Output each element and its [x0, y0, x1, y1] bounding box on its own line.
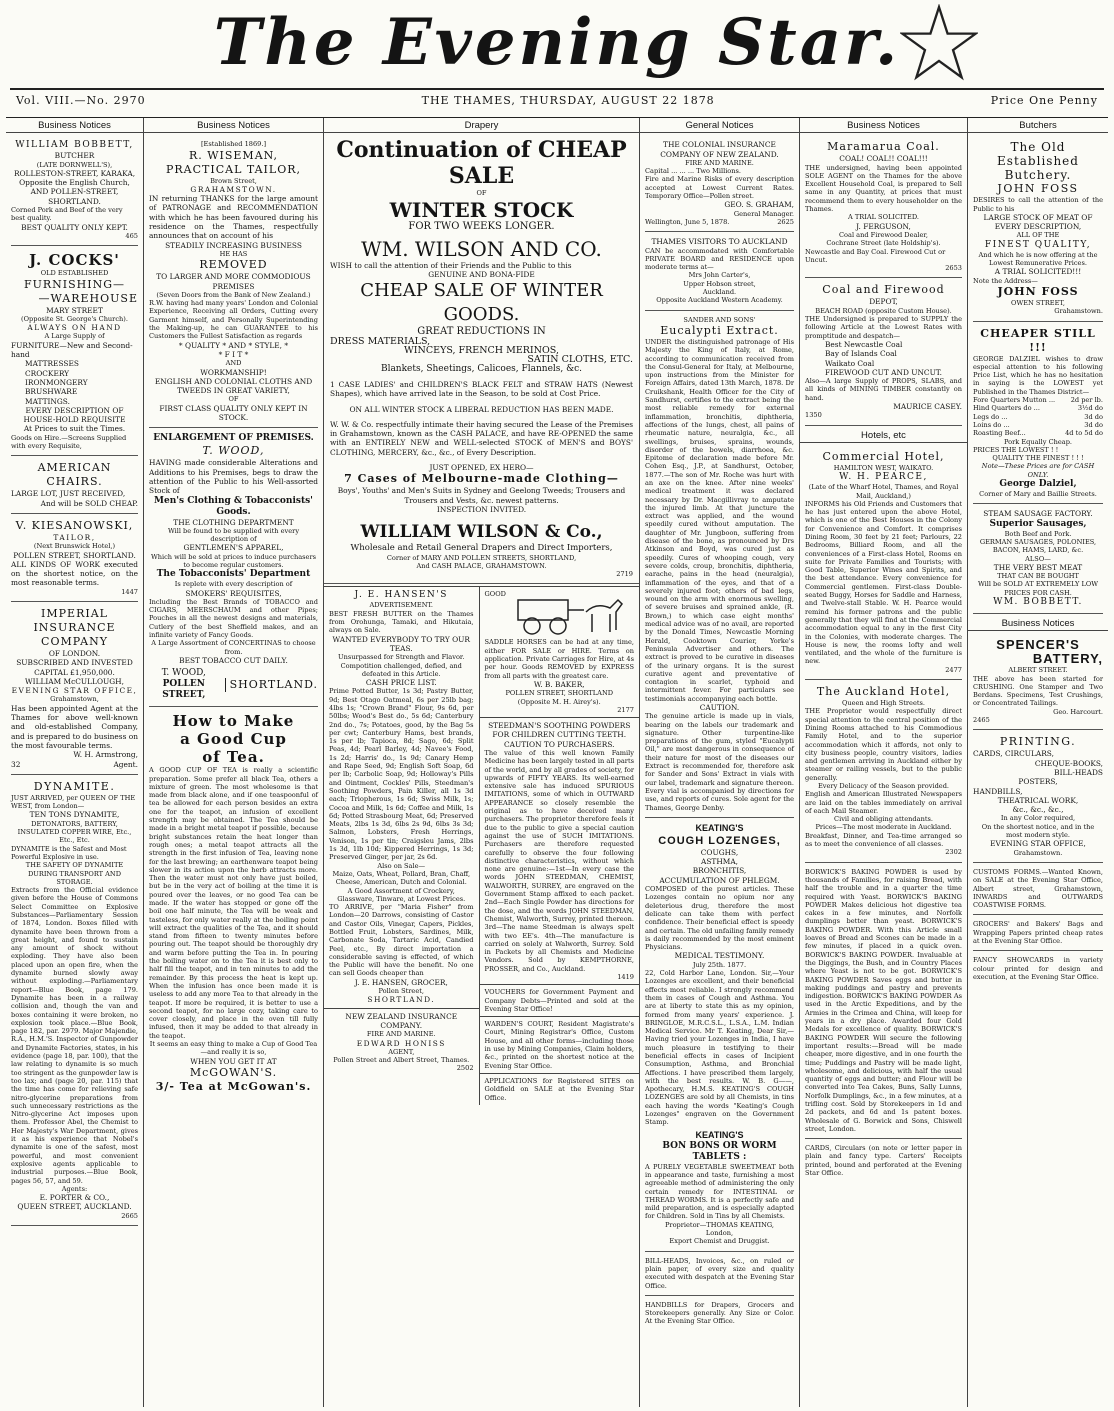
price-item: Loins do ... — [973, 420, 1010, 429]
star-emblem-icon — [900, 4, 978, 82]
ad-printing: PRINTING. CARDS, CIRCULARS, CHEQUE-BOOKS, BILL-HEADS POSTERS, HANDBILLS, THEATRICAL WORK, &c., &c., &c., In any Color required, On the shortest notice, and in the most modern style. EVENING STAR OFFICE, Grahamstown. — [973, 732, 1103, 863]
ad-customs-forms: CUSTOMS FORMS.—Wanted Known, on SALE at the Evening Star Office, Albert street, Grahamstown, INWARDS and OUTWARDS COASTWISE FORMS. — [973, 865, 1103, 915]
ad-cocks: J. COCKS' OLD ESTABLISHED FURNISHING— —WAREHOUSE MARY STREET (Opposite St. George's Church). ALWAYS ON HAND A Large Supply of FURNITURE—New and Second-hand MATTRESSES CROCKERY IRONMONGERY BRUSHWARE MATTINGS. EVERY DESCRIPTION OF HOUSE-HOLD REQUISITE At Prices to suit the Times. Goods on Hire.—Screens Supplied with every Requisite, — [11, 248, 138, 456]
ad-colonial-insurance: THE COLONIAL INSURANCE COMPANY OF NEW ZEALAND. FIRE AND MARINE. Capital ... ... ... Two Millions. Fire and Marine Risks of every description accepted at Lowest Current Rates. Temporary Office—Pollen street. GEO. S. GRAHAM, General Manager. Wellington, June 5, 1878. 2625 — [645, 137, 794, 232]
section-heading-business: Business Notices — [968, 616, 1108, 631]
ad-foss: The Old Established Butchery. JOHN FOSS DESIRES to call the attention of the Public to his LARGE STOCK OF MEAT OF EVERY DESCRIPTION, ALL OF THE FINEST QUALITY, And which he is now offering at the Lowest Remunerative Prices. A TRIAL SOLICITED!!! Note the Address— JOHN FOSS OWEN STREET, Grahamstown. — [973, 137, 1103, 321]
ad-spencer: SPENCER'S BATTERY, ALBERT STREET. THE above has been started for CRUSHING. One Stamper and Two Berdans. Specimens, Test Crushings, or Concentrated Tailings. Geo. Harcourt. 2465 — [973, 635, 1103, 730]
column-2 — [144, 118, 324, 1407]
ad-wiseman: [Established 1869.] R. WISEMAN, PRACTICAL TAILOR, Brown Street, GRAHAMSTOWN. IN returning THANKS for the large amount of PATRONAGE and RECOMMENDATION with which he has been favoured during his residence on the Thames, respectfully announces that on account of his STEADILY INCREASING BUSINESS HE HAS REMOVED TO LARGER AND MORE COMMODIOUS PREMISES (Seven Doors from the Bank of New Zealand.) R.W. having had many years' London and Colonial Experience, Receiving all Orders, Cutting every Garment himself, and Personally Superintending the Making-up, he can GUARANTEE to his Customers the Fullest Satisfaction as regards * QUALITY * AND * STYLE, * * F I T * AND WORKMANSHIP! ENGLISH AND COLONIAL CLOTHS AND TWEEDS IN GREAT VARIETY, OF FIRST CLASS QUALITY ONLY KEPT IN STOCK. — [149, 137, 318, 428]
newspaper-title: The Evening Star. — [213, 5, 901, 80]
price-item: Roasting Beef... — [973, 429, 1026, 438]
section-heading: General Notices — [640, 118, 799, 133]
price-row — [973, 421, 1103, 429]
ad-keating: KEATING'S COUGH LOZENGES, COUGHS, ASTHMA, BRONCHITIS, ACCUMULATION OF PHLEGM. COMPOSED of the purest articles. These Lozenges contain no opium nor any deleterious drug, therefore the most delicate can take them with perfect confidence. Their beneficial effect is speedy and certain. The old unfailing family remedy is daily recommended by the most eminent Physicians. MEDICAL TESTIMONY. July 25th. 1877. 22, Cold Harbor Lane, London. Sir,—Your Lozenges are excellent, and their beneficial effects most reliable. I strongly recommend them in cases of Cough and Asthma. You are at liberty to state this as my opinion, formed from many years' experience. J. BRINGLOE, M.R.C.S.L., L.S.A., L.M. Indian Medical Service. Mr T. Keating, Dear Sir,—Having tried your Lozenges in India, I have much pleasure in testifying to their beneficial effects in cases of Incipient Consumption, Asthma, and Bronchial Affections. I have prescribed them largely, with the best results. W. B. G——, Apothecary, H.M.S. KEATING'S COUGH LOZENGES are sold by all Chemists, in tins each having the words "Keating's Cough Lozenges" engraven on the Government Stamp. KEATING'S BON BONS OR WORM TABLETS : A PURELY VEGETABLE SWEETMEAT both in appearance and taste, furnishing a most agreeable method of administering the only certain remedy for INTESTINAL or THREAD WORMS. It is a perfectly safe and mild preparation, and is especially adapted for Children. Sold in Tins by all Chemists. Proprietor—THOMAS KEATING, London, Export Chemist and Druggist. — [645, 820, 794, 1252]
dateline — [6, 90, 1108, 110]
ad-commercial-hotel: Commercial Hotel, HAMILTON WEST, WAIKATO. W. H. PEARCE, (Late of the Wharf Hotel, Thames, and Royal Mail, Auckland,) INFORMS his Old Friends and Customers that he has just entered upon the above Hotel, which is one of the Best Houses in the Colony for Convenience and Comfort. It comprises Dining Room, 30 feet by 21 feet; Parlours, 22 Bedrooms, Billiard Room, and all the conveniences of a First-class Hotel, Rooms en suite for Private Families and Tourists; with Good Table, Superior Wines and Spirits, and the best attendance. Every convenience for Commercial gentlemen. First-class Double-seated Buggy, Horses for Saddle and Harness, and Twelve-stall Stable. W. H. Pearce would remind his former patrons and the public generally that they will find at the Commercial accommodation equal to any in the first City in the Colonies, with moderate charges. The House is new, the rooms lofty and well ventilated, and the whole of the furniture is new. 2477 — [805, 447, 962, 680]
section-heading: Business Notices — [144, 118, 323, 133]
volume-number: Vol. VIII.—No. 2970 — [16, 94, 146, 107]
ad-handbills: HANDBILLS for Drapers, Grocers and Storekeepers generally. Any Size or Color. At the Evening Star Office. — [645, 1300, 794, 1326]
ad-auckland-hotel: The Auckland Hotel, Queen and High Streets. THE Proprietor would respectfully direct special attention to the central position of the Dining Rooms attached to his Commodious Family Hotel, and to the superior accommodation which it affords, not only to city business people, country visitors, ladies and gentlemen arriving in Auckland either by steamer or railing vessels, but to the public generally. Every Delicacy of the Season provided. English and American Illustrated Newspapers are laid on the tables immediately on arrival of each Mail Steamer. Civil and obliging attendants. Prices—The most moderate in Auckland. Breakfast, Dinner, and Tea-time arranged so as to meet the convenience of all classes. 2302 — [805, 682, 962, 863]
ad-imperial-insurance: IMPERIAL INSURANCE COMPANY OF LONDON. SUBSCRIBED AND INVESTED CAPITAL £1,950,000. WILLIAM McCULLOUGH, EVENING STAR OFFICE, Grahamstown, Has been appointed Agent at the Thames for above well-known and old-established Company, and is prepared to do business on the most favourable terms. W. H. Armstrong, 32 Agent. — [11, 604, 138, 775]
ad-borwick: BORWICK'S BAKING POWDER is used by thousands of Families, for raising Bread, with half the trouble and in a quarter the time required with Yeast. BORWICK'S BAKING POWDER Makes delicious hot digestive tea cakes in a few minutes, and Norfolk dumplings better than yeast. BORWICK'S BAKING POWDER. With this Article small loaves of Bread and Scones can be made in a few minutes, if placed in a quick oven. BORWICK'S BAKING POWDER. Invaluable at the Diggings, the Bush, and in Country Places where Yeast is not to be got. BORWICK'S BAKING POWDER Saves eggs and butter in making puddings and pastry and prevents indigestion. BORWICK'S BAKING POWDER As used in the Arctic Expeditions, and by the Armies in the Crimea and China, will keep for years in a dry place. Awarded four Gold Medals for excellence of quality. BORWICK'S BAKING POWDER Will secure the following important results:—Bread will be made cheaper, more digestive, and in one fourth the time; Puddings and Pastry will be made light, wholesome, and delicious, with half the usual quantity of eggs and butter; and Flour will be converted into Tea Cakes, Buns, Sally Lunns, Norfolk Dumplings, &c., in a few minutes, at a trifling cost. Sold by Storekeepers in 1d and 2d packets, and 6d and 1s patent boxes. Wholesale of G. Borwick and Sons, Chiswell street, London. — [805, 865, 962, 1140]
ad-visitors: THAMES VISITORS TO AUCKLAND CAN be accommodated with Comfortable PRIVATE BOARD and RESIDENCE upon moderate terms at— Mrs John Carter's, Upper Hobson street, Auckland. Opposite Auckland Western Academy. — [645, 234, 794, 310]
ad-eucalypti: SANDER AND SONS' Eucalypti Extract. UNDER the distinguished patronage of His Majesty the King of Italy, at Rome, according to communication received from the Consul-General for Italy, at Melbourne, upon instructions from the Minister for Foreign Affairs, dated 13th March, 1878. Dr Cruikshank, Health Officer for the City of Sandhurst, certifies to the extract being the most reliable remedy for external inflammation, bronchitis, diphtheria, affections of the lungs, chest, all pains of rheumatic nature, neuralgia, &c., all swellings, bruises, sprains, wounds, disorder of the bowels, diarrhoea, &c. Epitome of declaration made before Mr. Cohen Esq., J.P., at Sandhurst, October, 1877.—The son of Mr. Roche was hurt with an axe on the knee. After nine weeks' medical treatment it was declared necessary by Dr. Macgillivray to amputate the injured limb. At that juncture the extract was applied, and the wound speedily cured without amputation. The daughter of Mr. Jungboon, suffering from disease of the bone, as pronounced by Drs Atkinson and Boyd, was cured just as speedily. Cures of whooping cough, very severe colds, croup, bronchitis, diphtheria, earache, pains in the head (neuralgia), inflammation of the eyes, and that of a severely injured foot; others of bad legs, wound on the arm with enormous swelling, of severe bruises and sprained ankle, (R. Brown,) to which case eight months' medical advice was of no avail, are reported by the Donald Times, Newcastle Morning Herald, Cooktown Courier, Yorke's Peninsula Advertiser and others. The extract is proved to be curative in diseases of the urinary organs. It is the surest curative agent and preventative of contagion in scarlet, typhoid and intermittent fever. For particulars see testimonials accompanying each bottle. CAUTION. The genuine article is made up in vials, bearing on the labels our trademark and signature. Other turpentine-like preparations of the gum, styled "Eucalypti Oil," are most dangerous in consequence of their nature for most of the diseases our Extract is recommended for, therefore ask for Sander and Sons' Extract in vials with our label, trademark and signature thereon. Every vial is accompanied by directions for use, and reports of cures. Sole agent for the Thames, George Denby. — [645, 313, 794, 818]
column-3 — [324, 118, 640, 1407]
issue-date: THE THAMES, THURSDAY, AUGUST 22 1878 — [421, 94, 715, 107]
ad-wilson: Continuation of CHEAP SALE OF WINTER STOCK FOR TWO WEEKS LONGER. WM. WILSON AND CO. WISH to call the attention of their Friends and the Public to this GENUINE AND BONA-FIDE CHEAP SALE OF WINTER GOODS. GREAT REDUCTIONS IN DRESS MATERIALS, WINCEYS, FRENCH MERINOS, SATIN CLOTHS, ETC. Blankets, Sheetings, Calicoes, Flannels, &c. 1 CASE LADIES' and CHILDREN'S BLACK FELT and STRAW HATS (Newest Shapes), which have arrived late in the Season, to be sold at Cost Price. ON ALL WINTER STOCK A LIBERAL REDUCTION HAS BEEN MADE. W. W. & Co. respectfully intimate their having secured the Lease of the Premises in Grahamstown, known as the CASH PALACE, and have RE-OPENED the same with an ENTIRELY NEW and WELL-selected STOCK of MEN'S and BOYS' CLOTHING, MERCERY, &c., &c., of Every Description. JUST OPENED, EX HERO— 7 Cases of Melbourne-made Clothing— Boys', Youths' and Men's Suits in Sydney and Geelong Tweeds; Trousers and Trousers and Vests, &c. newest patterns. INSPECTION INVITED. WILLIAM WILSON & Co., Wholesale and Retail General Drapers and Direct Importers, Corner of MARY AND POLLEN STREETS, SHORTLAND, And CASH PALACE, GRAHAMSTOWN. 2719 — [324, 137, 639, 584]
ad-showcards: FANCY SHOWCARDS in variety colour printed for design and execution, at the Evening Star Office. — [973, 956, 1103, 981]
price: Price One Penny — [990, 94, 1098, 107]
price-list — [973, 396, 1103, 437]
ad-wood: ENLARGEMENT OF PREMISES. T. WOOD, HAVING made considerable Alterations and Additions to his Premises, begs to draw the attention of the Public to his Well-assorted Stock of Men's Clothing & Tobacconists' Goods. THE CLOTHING DEPARTMENT Will be found to be supplied with every description of GENTLEMEN'S APPAREL, Which will be sold at prices to induce purchasers to become regular customers. The Tobacconists' Department Is replete with every description of SMOKERS' REQUISITES, Including the Best Brands of TOBACCO and CIGARS, MEERSCHAUM and other Pipes; Pouches in all the newest designs and materials, Cutlery of the best Sheffield makes, and an infinite variety of Fancy Goods. A Large Assortment of CONCERTINAS to choose from. BEST TOBACCO CUT DAILY. T. WOOD, POLLEN STREET, SHORTLAND. — [149, 430, 318, 707]
ad-dynamite: DYNAMITE. JUST ARRIVED, per QUEEN OF THE WEST, from London— TEN TONS DYNAMITE, DETONATORS, BATTERY, INSULATED COPPER WIRE, Etc., Etc., Etc. DYNAMITE is the Safest and Most Powerful Explosive in use. THE SAFETY OF DYNAMITE DURING TRANSPORT AND STORAGE. Extracts from the Official evidence given before the House of Commons Select Committee on Explosive Substances—Parliamentary Session of 1874, London. Boxes filled with dynamite have been thrown from a great height, and found to sustain any amount of shock without exploding. They have also been placed upon an open fire, when the dynamite burned slowly away without exploding.—Parliamentary report—Blue Book, page 179. Dynamite has been in a railway collision and, though the van and boxes containing it were broken, no explosion took place.—Blue Book, page 182, par. 2979. Major Majendie, R.A., H.M.'S. Inspector of Gunpowder and Dynamite Factories, states, in his evidence (page 18, par. 100), that the law relating to dynamite is so much too stringent as the gunpowder law is too lax; and (page 20, par. 115) that the time has come for relieving safe nitro-glycerine preparations from such unnecessary restrictions as the Nitro-glycerine Act imposes upon them. Professor Abel, the Chemist to Her Majesty's War Department, gives it as his experience that Nobel's dynamite is one of the safest, most powerful, and most convenient explosive agents applicable to industrial purposes.—Blue Book, pages 56, 57, and 59. Agents: E. PORTER & CO., QUEEN STREET, AUCKLAND. 2665 — [11, 777, 138, 1226]
section-heading: Drapery — [324, 118, 639, 133]
ad-baker: GOOD SADDLE HORSES can be had at any time, either FOR SALE or HIRE. Terms on application. Private Carriages for Hire, at 4s per hour. Goods REMOVED by EXPRESS from all parts with the greatest care. W. B. BAKER, POLLEN STREET, SHORTLAND (Opposite M. H. Airey's). 2177 STEEDMAN'S SOOTHING POWDERS FOR CHILDREN CUTTING TEETH. CAUTION TO PURCHASERS. The value of this well known Family Medicine has been largely tested in all parts of the world, and by all grades of society, for upwards of FIFTY YEARS. Its well-earned extensive sale has induced SPURIOUS IMITATIONS, some of which in OUTWARD APPEARANCE so closely resemble the original as to have deceived many purchasers. The proprietor therefore feels it due to the public to give a special caution against the use of SUCH IMITATIONS. Purchasers are therefore requested carefully to observe the four following distinctive characteristics, without which none are genuine:—1st—In every case the words JOHN STEEDMAN, CHEMIST, WALWORTH, SURREY, are engraved on the Government Stamp affixed to each packet. 2nd—Each Single Powder has directions for the dose, and the words JOHN STEEDMAN, Chemist, Walworth, Surrey, printed thereon. 3rd—The name Steedman is always spelt with two EE's. 4th—The manufacture is carried on solely at Walworth, Surrey. Sold in Packets by all Chemists and Medicine Vendors. Sold by KEMPTHORNE, PROSSER, and Co., Auckland. 1419 VOUCHERS for Government Payment and Company Debts—Printed and sold at the Evening Star Office! WARDEN'S COURT, Resident Magistrate's Court, Mining Registrar's Office, Custom House, and all other forms—including those in use by Mining Companies, Claim holders, &c., printed on the shortest notice at the Evening Star Office. APPLICATIONS for Registered SITES on Goldfield on SALE at the Evening Star Office. — [480, 587, 639, 1104]
ad-grocers-bags: GROCERS' and Bakers' Bags and Wrapping Papers printed cheap rates at the Evening Star Office. — [973, 917, 1103, 951]
section-heading: Butchers — [968, 118, 1108, 133]
price-value: 3½d do — [1077, 404, 1103, 413]
ad-casey: Coal and Firewood DEPOT, BEACH ROAD (opposite Custom House). THE Undersigned is prepared to SUPPLY the following Article at the Lowest Rates with promptitude and despatch— Best Newcastle Coal Bay of Islands Coal Waikato Coal FIREWOOD CUT AND UNCUT. Also—A large Supply of PROPS, SLABS, and all kinds of MINING TIMBER constantly on hand. MAURICE CASEY. 1350 — [805, 280, 962, 425]
ad-kiesanowski: V. KIESANOWSKI, TAILOR, (Next Brunswick Hotel,) POLLEN STREET, SHORTLAND. ALL KINDS OF WORK executed on the shortest notice, on the most reasonable terms. 1447 — [11, 516, 138, 602]
ad-chairs: AMERICAN CHAIRS. LARGE LOT, JUST RECEIVED, And will be SOLD CHEAP. — [11, 458, 138, 514]
price-row — [973, 413, 1103, 421]
price-value: 2d per lb. — [1070, 396, 1103, 405]
price-row — [973, 429, 1103, 437]
column-5 — [800, 118, 968, 1407]
ad-sausage-factory: STEAM SAUSAGE FACTORY. Superior Sausages, Both Beef and Pork. GERMAN SAUSAGES, POLONIES, BACON, HAMS, LARD, &c. ALSO— THE VERY BEST MEAT THAT CAN BE BOUGHT Will be SOLD AT EXTREMELY LOW PRICES FOR CASH. WM. BOBBETT. — [973, 506, 1103, 614]
column-6 — [968, 118, 1108, 1407]
columns — [6, 117, 1108, 1407]
price-item: Hind Quarters do ... — [973, 404, 1040, 413]
column-1 — [6, 118, 144, 1407]
price-value: 3d do — [1084, 420, 1103, 429]
ad-hansen: J. E. HANSEN'S ADVERTISEMENT. BEST FRESH BUTTER on the Thames from Orohunga, Tamaki, and Hikutaia, always on Sale. WANTED EVERYBODY TO TRY OUR TEAS. Unsurpassed for Strength and Flavor. Compotition challenged, defied, and defeated in this Article. CASH PRICE LIST. Prime Potted Butter, 1s 3d; Pastry Butter, 9d; Best Otago Oatmeal, 6s per 25lb bag; 4lbs 1s; "Crown Brand" Flour, 9s 6d, per 50lbs; Wood's Best do., 5s 6d; Canterbury 2nd do., 7s; Potatoes, good, by the Bag 5s per cwt; Canterbury Hams, best brands, 1s per lb; Tapioca, 8d; Sago, 6d; Split Peas, 4d; Pearl Barley, 4d; Navee's Food, 1s 2d; Harris' do., 1s 9d; Canary Hemp and Rape Seed, 9d; English Soft Soap, 6d per lb; Carbolic Soap, 9d; Holloway's Pills and Ointment, Cockles' Pills, Steedman's Soothing Powders, Pain Killer, all 1s 3d each; Triopherous, 1s 6d; Swiss Milk, 1s; Cocoa and Milk, 1s 6d; Coffee and Milk, 1s 6d; Potted Strasbourg Meat, 6d; Preserved Meats, 2lbs 1s 3d, 6lbs 2s 9d, 6lbs 3s 3d; Salmon, Lobsters, Fresh Herrings, Venison, 1s per tin; Craigsleu Jams, 2lbs 1s 3d, 1lb 10d; Kippered Herrings, 1s 3d; Preserved Ginger, per jar, 2s 6d. Also on Sale— Maize, Oats, Wheat, Pollard, Bran, Chaff, Cheese, American, Dutch and Colonial. A Good Assortment of Crockery, Glassware, Tinware, at Lowest Prices. TO ARRIVE, per "Maria Fisher" from London—20 Darrows, consisting of Castor and Castor Oils, Vinegar, Capers, Pickles, Bottled Fruit, Lobsters, Sardines, Milk, Carbonate Soda, Tartaric Acid, Candied Peel, etc., By direct importation a considerable saving is effected, of which the Public will have the benefit. No one can sell Goods cheaper than J. E. HANSEN, GROCER, Pollen Street, SHORTLAND. NEW ZEALAND INSURANCE COMPANY. FIRE AND MARINE. EDWARD HONISS AGENT, Pollen Street and Albert Street, Thames. 2502 — [324, 587, 480, 1104]
price-item: Legs do ... — [973, 412, 1008, 421]
price-value: 3d do — [1084, 412, 1103, 421]
masthead — [6, 0, 1108, 88]
section-heading: Business Notices — [800, 118, 967, 133]
price-row — [973, 396, 1103, 404]
horse-cart-icon — [514, 590, 634, 636]
section-heading-hotels: Hotels, etc — [800, 428, 967, 443]
price-row — [973, 404, 1103, 412]
section-heading: Business Notices — [6, 118, 143, 133]
column-4 — [640, 118, 800, 1407]
price-value: 4d to 5d do — [1065, 429, 1103, 438]
ad-billheads: BILL-HEADS, Invoices, &c., on ruled or plain paper, of every size and quality executed with despatch at the Evening Star Office. — [645, 1254, 794, 1296]
ad-bobbett: WILLIAM BOBBETT, BUTCHER (LATE DORNWELL'S), ROLLESTON-STREET, KARAKA, Opposite the English Church, AND POLLEN-STREET, SHORTLAND. Corned Pork and Beef of the very best quality. BEST QUALITY ONLY KEPT. 465 — [11, 137, 138, 246]
price-item: Fore Quarters Mutton ... — [973, 396, 1056, 405]
ad-tea: How to Make a Good Cup of Tea. A GOOD CUP OF TEA is really a scientific preparation. Some prefer all black Tea, others a mixture of green. The most wholesome is that made from black alone, and if one teaspoonful of tea be allowed for each person besides an extra one for the teapot, an infusion of excellent strength may be obtained. The Tea should be made in a bright metal teapot if possible, because bright substances retain the heat longer than rough ones; a metal teapot attracts all the strength in the first infusion of Tea, leaving none for the last brewing; an earthenware teapot being slower in its action upon the herb attracts more. Then the water must not only have just boiled, but be in the very act of boiling at the time it is poured over the leaves, or no good Tea can be made. If the water has stopped or gone off the boil one half minute, the Tea will be weak and tasteless, for only water really at the boiling point will extract the qualities of the Tea, and it should stand from fifteen to twenty minutes before pouring out. The teapot should be thoroughly dry and warm before putting the Tea in. In pouring the boiling water on to the Tea it is best only to half fill the teapot, and in ten minutes to add the remainder. By this process the heat is kept up. When the infusion has once been made it is useless to add any more Tea to that already in the teapot. If more be required, it is better to use a second teapot, for no large cozy, taking care to cover closely, and place in the oven till fully infused, then it may be added to that already in the teapot. It seems an easy thing to make a Cup of Good Tea—and really it is so, WHEN YOU GET IT AT McGOWAN'S. 3/- Tea at McGowan's. — [149, 712, 318, 1093]
ad-dalziel: CHEAPER STILL !!! GEORGE DALZIEL wishes to draw especial attention to his following Price List, which he has no hesitation in saying is the LOWEST yet Published in the Thames District— Fore Quarters Mutton ... 2d per lb. Hind Quarters do ... 3½d do Legs do ... 3d do Loins do ... 3d do Roasting Beef... 4d to 5d do Pork Equally Cheap. PRICES THE LOWEST ! ! QUALITY THE FINEST ! ! ! Note—These Prices are for CASH ONLY. George Dalziel, Corner of Mary and Baillie Streets. — [973, 324, 1103, 505]
ad-maramarua: Maramarua Coal. COAL! COAL!! COAL!!! THE undersigned, having been appointed SOLE AGENT on the Thames for the above Excellent Household Coal, is prepared to Sell same in any Quantity, at prices that must recommend them to every householder on the Thames. A TRIAL SOLICITED. J. FERGUSON, Coal and Firewood Dealer, Cochrane Street (late Holdship's). Newcastle and Bay Coal. Firewood Cut or Uncut. 2653 — [805, 137, 962, 278]
ad-cards: CARDS, Circulars (on note or letter paper in plain and fancy type. Carters' Receipts printed, bound and perforated at the Evening Star Office. — [805, 1144, 962, 1178]
